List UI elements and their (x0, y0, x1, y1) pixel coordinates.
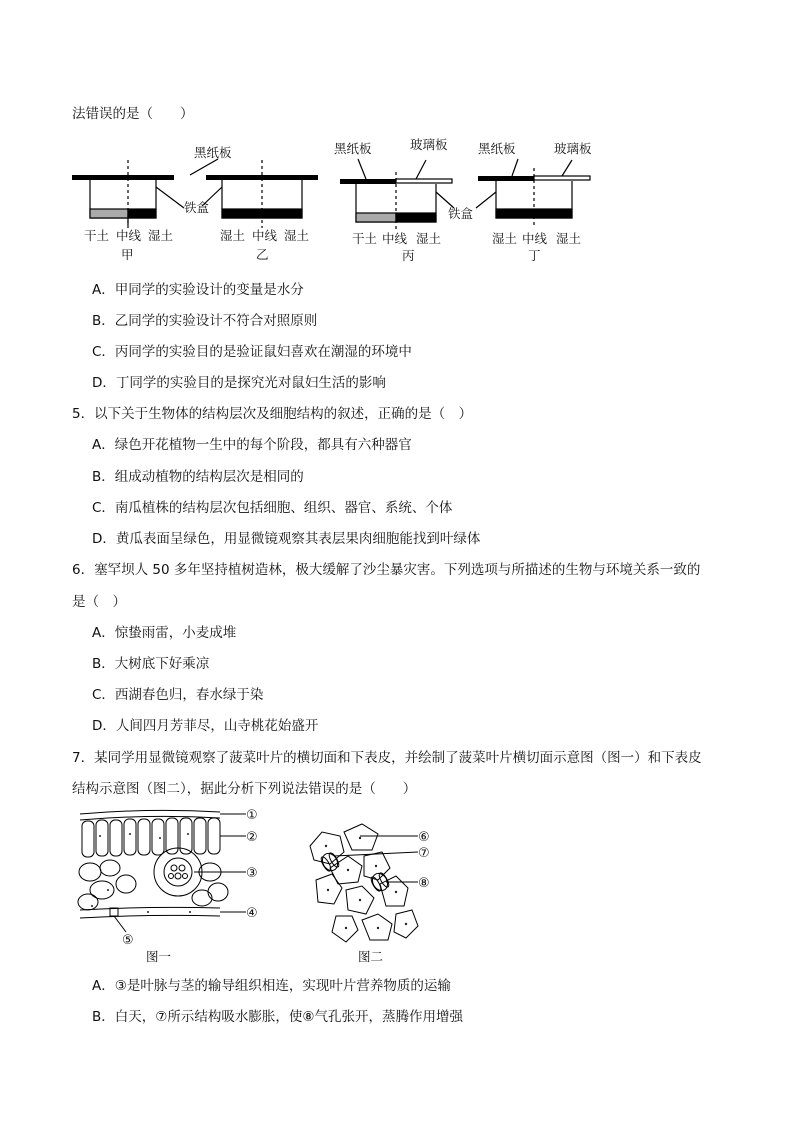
marker-4: ④ (246, 906, 258, 921)
name-jia: 甲 (121, 247, 134, 262)
q7-option-a: A．③是叶脉与茎的输导组织相连，实现叶片营养物质的运输 (92, 978, 451, 994)
yi-wet-soil-right: 湿土 (284, 228, 310, 243)
ding-wet-soil-right: 湿土 (556, 231, 582, 246)
bing-midline: 中线 (382, 231, 408, 246)
question-4-stem-end: 法错误的是（ ） (72, 106, 194, 122)
q6-option-b: B．大树底下好乘凉 (92, 656, 210, 672)
label-iron-box-2: 铁盒 (448, 206, 474, 221)
q4-option-c: C．丙同学的实验目的是验证鼠妇喜欢在潮湿的环境中 (92, 344, 412, 360)
q4-option-b: B．乙同学的实验设计不符合对照原则 (92, 313, 318, 329)
name-yi: 乙 (256, 247, 269, 262)
q6-option-a: A．惊蛰雨雷，小麦成堆 (92, 625, 237, 641)
bing-wet-soil: 湿土 (416, 231, 442, 246)
label-glass-board-1: 玻璃板 (410, 137, 448, 152)
ding-wet-soil-left: 湿土 (492, 231, 518, 246)
marker-1: ① (246, 808, 258, 823)
leaf-cross-section-figure (70, 806, 280, 968)
ding-midline: 中线 (522, 231, 548, 246)
jia-dry-soil: 干土 (84, 228, 110, 243)
q4-experiment-figure (66, 132, 606, 268)
q5-stem: 5．以下关于生物体的结构层次及细胞结构的叙述，正确的是（ ） (72, 406, 473, 422)
yi-midline: 中线 (252, 228, 278, 243)
q6-stem-line1: 6．塞罕坝人 50 多年坚持植树造林，极大缓解了沙尘暴灾害。下列选项与所描述的生物与环境关系一致的 (72, 562, 701, 578)
yi-wet-soil-left: 湿土 (220, 228, 246, 243)
q7-option-b: B．白天，⑦所示结构吸水膨胀，使⑧气孔张开，蒸腾作用增强 (92, 1009, 463, 1025)
name-bing: 丙 (402, 248, 415, 263)
q5-option-c: C．南瓜植株的结构层次包括细胞、组织、器官、系统、个体 (92, 500, 453, 516)
fig1-caption: 图一 (146, 949, 172, 964)
fig2-caption: 图二 (358, 949, 384, 964)
q7-stem-line2: 结构示意图（图二），据此分析下列说法错误的是（ ） (72, 781, 417, 797)
marker-3: ③ (246, 866, 258, 881)
q5-option-d: D．黄瓜表面呈绿色，用显微镜观察其表层果肉细胞能找到叶绿体 (92, 531, 481, 547)
marker-5: ⑤ (122, 933, 134, 948)
label-glass-board-2: 玻璃板 (554, 141, 592, 156)
q6-option-d: D．人间四月芳菲尽，山寺桃花始盛开 (92, 718, 319, 734)
label-black-board-2: 黑纸板 (334, 141, 372, 156)
label-black-board-3: 黑纸板 (478, 141, 516, 156)
q6-stem-line2: 是（ ） (72, 594, 126, 610)
q5-option-a: A．绿色开花植物一生中的每个阶段，都具有六种器官 (92, 437, 412, 453)
q6-option-c: C．西湖春色归，春水绿于染 (92, 687, 264, 703)
marker-2: ② (246, 830, 258, 845)
q4-option-a: A．甲同学的实验设计的变量是水分 (92, 282, 304, 298)
marker-8: ⑧ (418, 876, 430, 891)
lower-epidermis-figure (300, 816, 450, 968)
q7-stem-line1: 7．某同学用显微镜观察了菠菜叶片的横切面和下表皮，并绘制了菠菜叶片横切面示意图（图一）和下表皮 (72, 750, 702, 766)
jia-wet-soil: 湿土 (148, 228, 174, 243)
q5-option-b: B．组成动植物的结构层次是相同的 (92, 469, 304, 485)
marker-6: ⑥ (418, 830, 430, 845)
name-ding: 丁 (528, 248, 541, 263)
bing-dry-soil: 干土 (352, 231, 378, 246)
marker-7: ⑦ (418, 846, 430, 861)
label-black-board-1: 黑纸板 (194, 145, 232, 160)
label-iron-box-1: 铁盒 (184, 200, 210, 215)
q4-option-d: D．丁同学的实验目的是探究光对鼠妇生活的影响 (92, 375, 386, 391)
jia-midline: 中线 (116, 228, 142, 243)
